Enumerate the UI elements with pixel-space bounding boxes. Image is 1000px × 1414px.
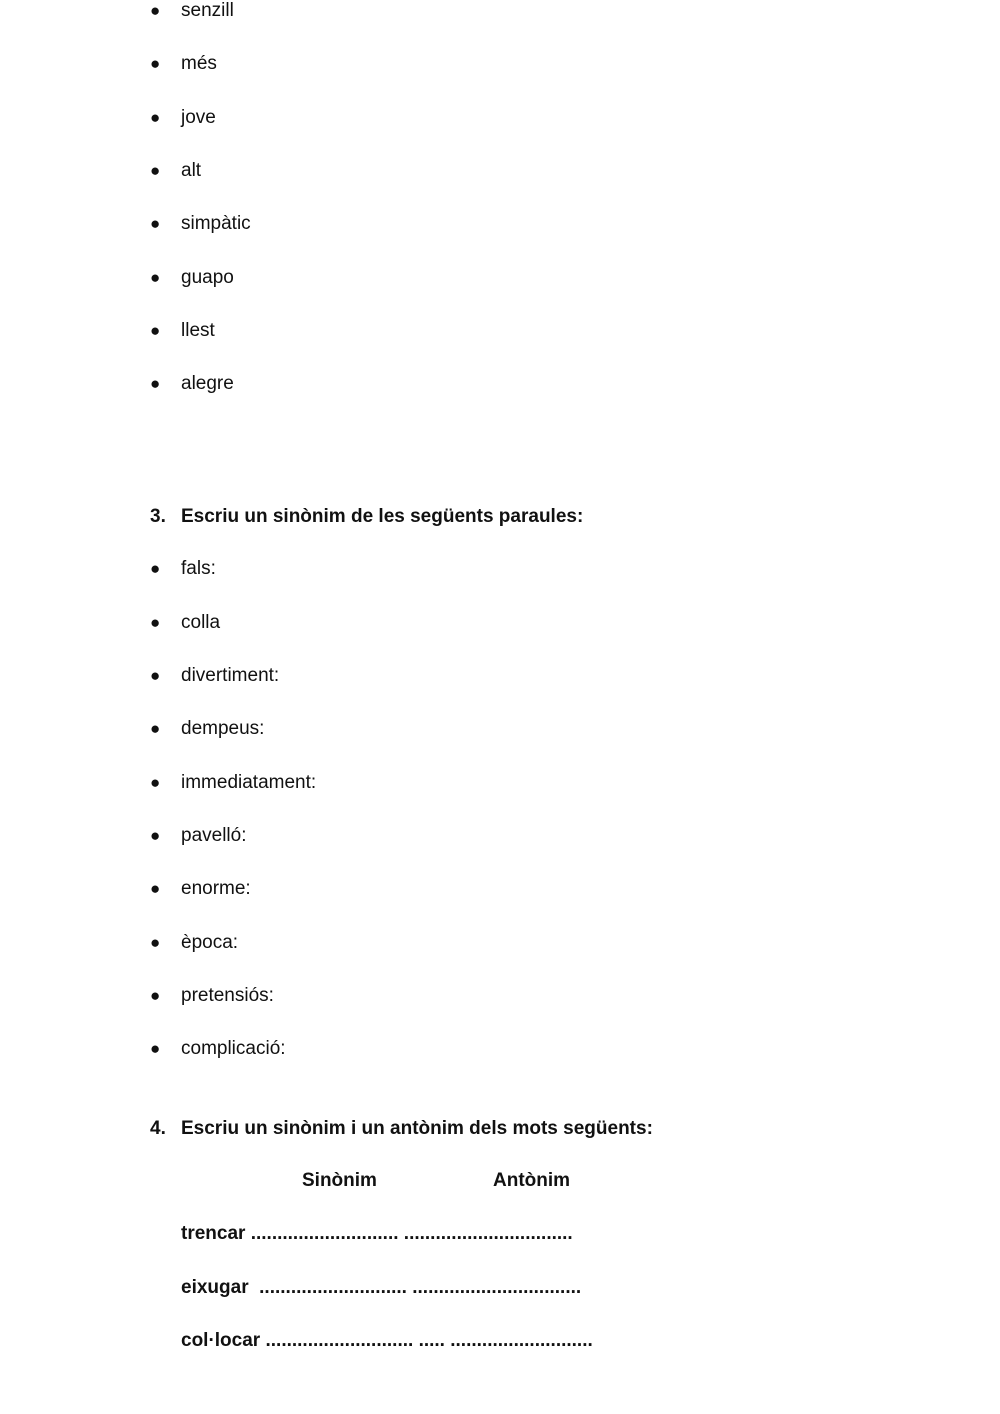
bullet-icon: ● (150, 321, 161, 340)
list-item-text: enorme: (181, 878, 251, 899)
list-item-text: complicació: (181, 1038, 286, 1059)
bullet-icon: ● (150, 214, 161, 233)
column-header-antonim: Antònim (493, 1170, 571, 1191)
bullet-icon: ● (150, 559, 161, 578)
list-item-text: dempeus: (181, 718, 265, 739)
answer-blanks: ............................ ................................ (253, 1277, 582, 1298)
bullet-icon: ● (150, 986, 161, 1005)
list-item-text: època: (181, 932, 239, 953)
bullet-icon: ● (150, 1039, 161, 1058)
list-item-text: alegre (181, 373, 234, 394)
word-cell (181, 1275, 581, 1301)
word-cell (181, 1221, 573, 1247)
bullet-icon: ● (150, 54, 161, 73)
bullet-icon: ● (150, 1, 161, 20)
bullet-icon: ● (150, 374, 161, 393)
list-item-text: alt (181, 160, 202, 181)
question-text: Escriu un sinònim de les següents paraules: (181, 506, 584, 527)
list-item-text: colla (181, 612, 221, 633)
list-item-text: divertiment: (181, 665, 280, 686)
list-item-text: immediatament: (181, 772, 317, 793)
bullet-icon: ● (150, 268, 161, 287)
word-text: col·locar (181, 1330, 261, 1351)
list-item-text: fals: (181, 558, 216, 579)
question-text: Escriu un sinònim i un antònim dels mots següents: (181, 1118, 653, 1139)
word-text: trencar (181, 1223, 246, 1244)
answer-blanks: ............................ ..... ........................... (265, 1330, 593, 1351)
bullet-icon: ● (150, 666, 161, 685)
list-item-text: simpàtic (181, 213, 251, 234)
list-item-text: guapo (181, 267, 234, 288)
bullet-icon: ● (150, 161, 161, 180)
list-item-text: pretensiós: (181, 985, 274, 1006)
question-number: 3. (150, 506, 166, 527)
bullet-icon: ● (150, 933, 161, 952)
answer-blanks: ............................ ................................ (250, 1223, 573, 1244)
word-text: eixugar (181, 1277, 249, 1298)
column-header-sinonim: Sinònim (302, 1170, 377, 1191)
bullet-icon: ● (150, 773, 161, 792)
list-item-text: jove (181, 107, 216, 128)
bullet-icon: ● (150, 613, 161, 632)
list-item-text: més (181, 53, 217, 74)
bullet-icon: ● (150, 719, 161, 738)
bullet-icon: ● (150, 826, 161, 845)
list-item-text: pavelló: (181, 825, 247, 846)
bullet-icon: ● (150, 879, 161, 898)
list-item-text: senzill (181, 0, 234, 21)
word-cell (181, 1328, 593, 1354)
question-number: 4. (150, 1118, 166, 1139)
list-item-text: llest (181, 320, 215, 341)
bullet-icon: ● (150, 108, 161, 127)
